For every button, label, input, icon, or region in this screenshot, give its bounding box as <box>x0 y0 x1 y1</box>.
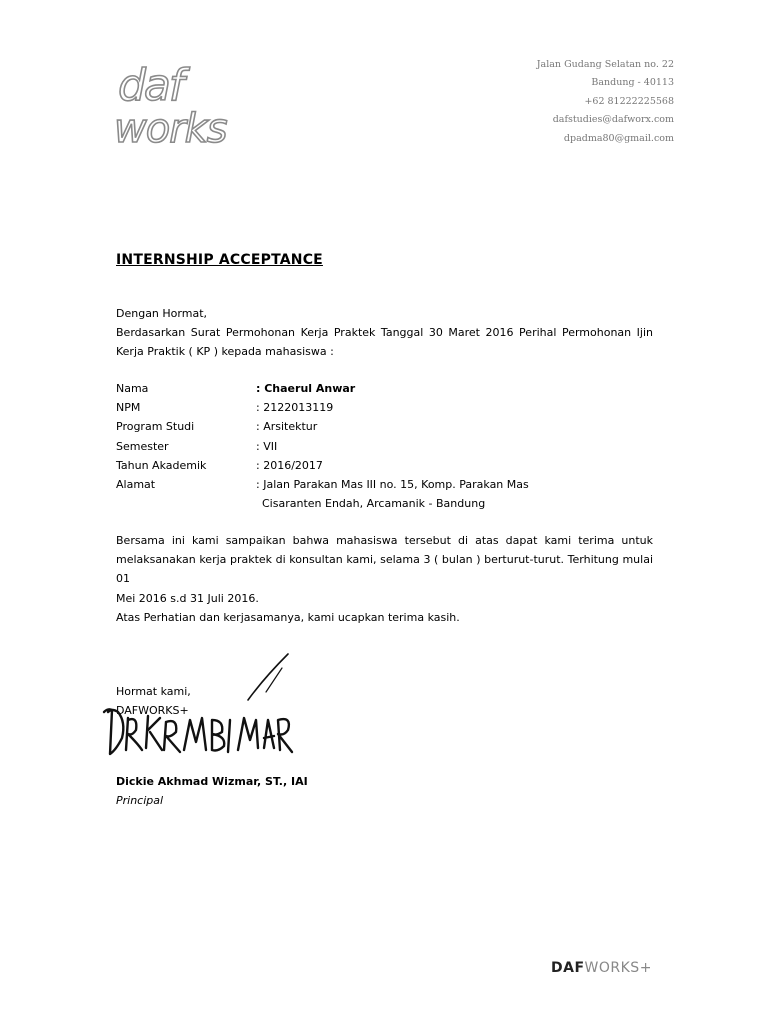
detail-label: Semester <box>116 439 169 453</box>
detail-row <box>116 494 653 513</box>
footer-brand-light: WORKS+ <box>584 960 652 976</box>
detail-row <box>116 379 653 398</box>
detail-value: : VII <box>256 439 278 453</box>
detail-value: : Jalan Parakan Mas III no. 15, Komp. Parakan Mas <box>256 477 529 491</box>
contact-city: Bandung - 40113 <box>591 77 674 89</box>
logo-line-2: works <box>114 106 227 152</box>
greeting: Dengan Hormat, <box>116 307 207 320</box>
contact-phone: +62 81222225568 <box>584 95 674 107</box>
signatory-block <box>116 772 653 810</box>
signatory-role: Principal <box>116 794 164 808</box>
detail-label: Nama <box>116 382 149 395</box>
thanks-paragraph: Atas Perhatian dan kerjasamanya, kami ucapkan terima kasih. <box>116 611 460 624</box>
intro-line-2: Kerja Praktik ( KP ) kepada mahasiswa : <box>116 345 334 359</box>
detail-row <box>116 398 653 417</box>
logo-line-1: daf <box>118 60 183 111</box>
letter-intro <box>116 304 653 362</box>
detail-row <box>116 475 653 494</box>
detail-row <box>116 437 653 456</box>
signature-image <box>98 650 298 770</box>
intro-line-1: Berdasarkan Surat Permohonan Kerja Praktek Tanggal 30 Maret 2016 Perihal Permohonan Ijin <box>116 326 653 340</box>
closing: Hormat kami, <box>116 685 191 698</box>
detail-label: Tahun Akademik <box>116 458 207 472</box>
detail-value: : Arsitektur <box>256 420 318 434</box>
acceptance-paragraph <box>116 531 653 608</box>
detail-row <box>116 417 653 436</box>
detail-value: : Chaerul Anwar <box>256 382 356 395</box>
dafworks-logo <box>110 56 260 152</box>
contact-block <box>537 56 674 148</box>
contact-email-1: dafstudies@dafworx.com <box>552 114 674 126</box>
paragraph-line-1: Bersama ini kami sampaikan bahwa mahasiswa tersebut di atas dapat kami terima untuk <box>116 534 653 547</box>
footer-logo <box>551 960 652 976</box>
detail-label: NPM <box>116 401 141 415</box>
signatory-name: Dickie Akhmad Wizmar, ST., IAI <box>116 775 308 788</box>
detail-row <box>116 456 653 475</box>
address-continuation: Cisaranten Endah, Arcamanik - Bandung <box>262 497 486 511</box>
contact-email-2: dpadma80@gmail.com <box>563 132 674 144</box>
detail-value: : 2016/2017 <box>256 458 323 472</box>
detail-label: Alamat <box>116 477 156 491</box>
student-details <box>116 379 653 513</box>
detail-label: Program Studi <box>116 420 195 434</box>
paragraph-line-3: Mei 2016 s.d 31 Juli 2016. <box>116 591 259 605</box>
footer-brand-bold: DAF <box>551 960 585 976</box>
detail-value: : 2122013119 <box>256 401 334 415</box>
letter-title: INTERNSHIP ACCEPTANCE <box>116 252 323 268</box>
paragraph-line-2: melaksanakan kerja praktek di konsultan kami, selama 3 ( bulan ) berturut-turut. Terhitung mulai 01 <box>116 553 653 586</box>
contact-address: Jalan Gudang Selatan no. 22 <box>536 59 674 70</box>
company-name: DAFWORKS+ <box>116 704 189 718</box>
